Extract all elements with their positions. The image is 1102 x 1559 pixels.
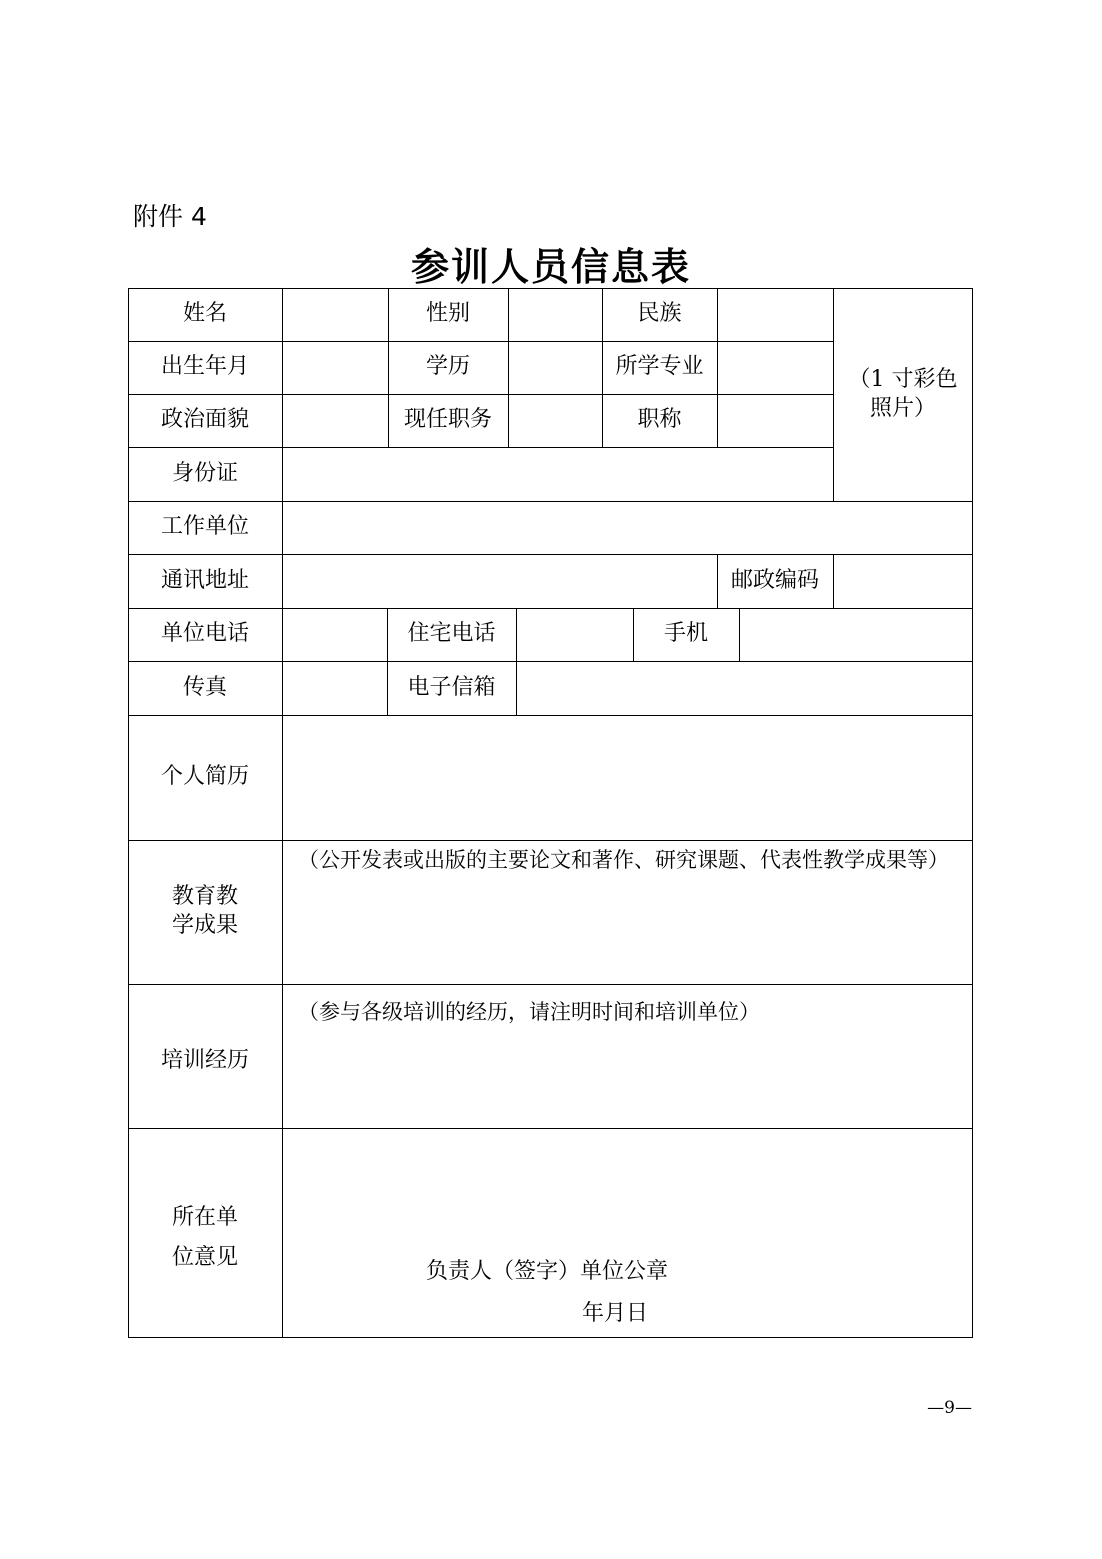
address-field[interactable]	[282, 554, 717, 608]
title-rank-label: 职称	[637, 407, 682, 433]
achievements-label-line1: 教育教	[171, 884, 238, 910]
photo-hint-line2: 照片）	[869, 395, 936, 421]
resume-label: 个人简历	[160, 764, 249, 790]
gender-field[interactable]	[508, 288, 602, 341]
title-rank-field[interactable]	[717, 394, 833, 447]
opinion-label	[128, 1128, 282, 1338]
email-label: 电子信箱	[407, 674, 496, 700]
birth-label: 出生年月	[160, 354, 249, 380]
home-phone-field[interactable]	[516, 608, 633, 661]
training-field[interactable]	[282, 984, 973, 1128]
photo-hint-line1: （1 寸彩色	[848, 366, 958, 392]
employer-field[interactable]	[282, 501, 973, 554]
training-hint: （参与各级培训的经历，请注明时间和培训单位）	[298, 1000, 760, 1024]
major-label: 所学专业	[615, 354, 704, 380]
achievements-label-line2: 学成果	[171, 913, 238, 938]
home-phone-label: 住宅电话	[407, 621, 496, 647]
birth-field[interactable]	[282, 341, 388, 394]
name-label: 姓名	[182, 301, 227, 327]
postcode-field[interactable]	[833, 554, 973, 608]
ethnicity-field[interactable]	[717, 288, 833, 341]
email-field[interactable]	[516, 661, 973, 715]
opinion-label-line1: 所在单	[171, 1205, 238, 1231]
mobile-field[interactable]	[739, 608, 973, 661]
attachment-label: 附件 4	[133, 202, 207, 231]
address-label: 通讯地址	[160, 567, 249, 593]
position-field[interactable]	[508, 394, 602, 447]
page-title: 参训人员信息表	[410, 245, 691, 289]
name-field[interactable]	[282, 288, 388, 341]
work-phone-field[interactable]	[282, 608, 387, 661]
employer-label: 工作单位	[160, 514, 249, 540]
fax-label: 传真	[182, 674, 227, 700]
photo-box[interactable]	[833, 288, 973, 501]
opinion-label-line2: 位意见	[171, 1245, 238, 1270]
training-label: 培训经历	[160, 1047, 249, 1073]
id-card-label: 身份证	[171, 460, 238, 486]
achievements-hint: （公开发表或出版的主要论文和著作、研究课题、代表性教学成果等）	[298, 848, 949, 872]
fax-field[interactable]	[282, 661, 387, 715]
political-label: 政治面貌	[160, 407, 249, 433]
date-line: 年月日	[582, 1301, 649, 1326]
education-label: 学历	[425, 354, 470, 380]
major-field[interactable]	[717, 341, 833, 394]
achievements-field[interactable]	[282, 840, 973, 984]
gender-label: 性别	[425, 301, 470, 327]
resume-field[interactable]	[282, 715, 973, 840]
achievements-label	[128, 840, 282, 984]
id-card-field[interactable]	[282, 447, 833, 501]
position-label: 现任职务	[403, 407, 492, 433]
opinion-field[interactable]	[282, 1128, 973, 1338]
ethnicity-label: 民族	[637, 301, 682, 327]
mobile-label: 手机	[663, 621, 708, 647]
signature-line: 负责人（签字）单位公章	[426, 1259, 669, 1284]
postcode-label: 邮政编码	[730, 567, 819, 593]
political-field[interactable]	[282, 394, 388, 447]
education-field[interactable]	[508, 341, 602, 394]
page-number: —9—	[927, 1398, 972, 1418]
work-phone-label: 单位电话	[160, 621, 249, 647]
